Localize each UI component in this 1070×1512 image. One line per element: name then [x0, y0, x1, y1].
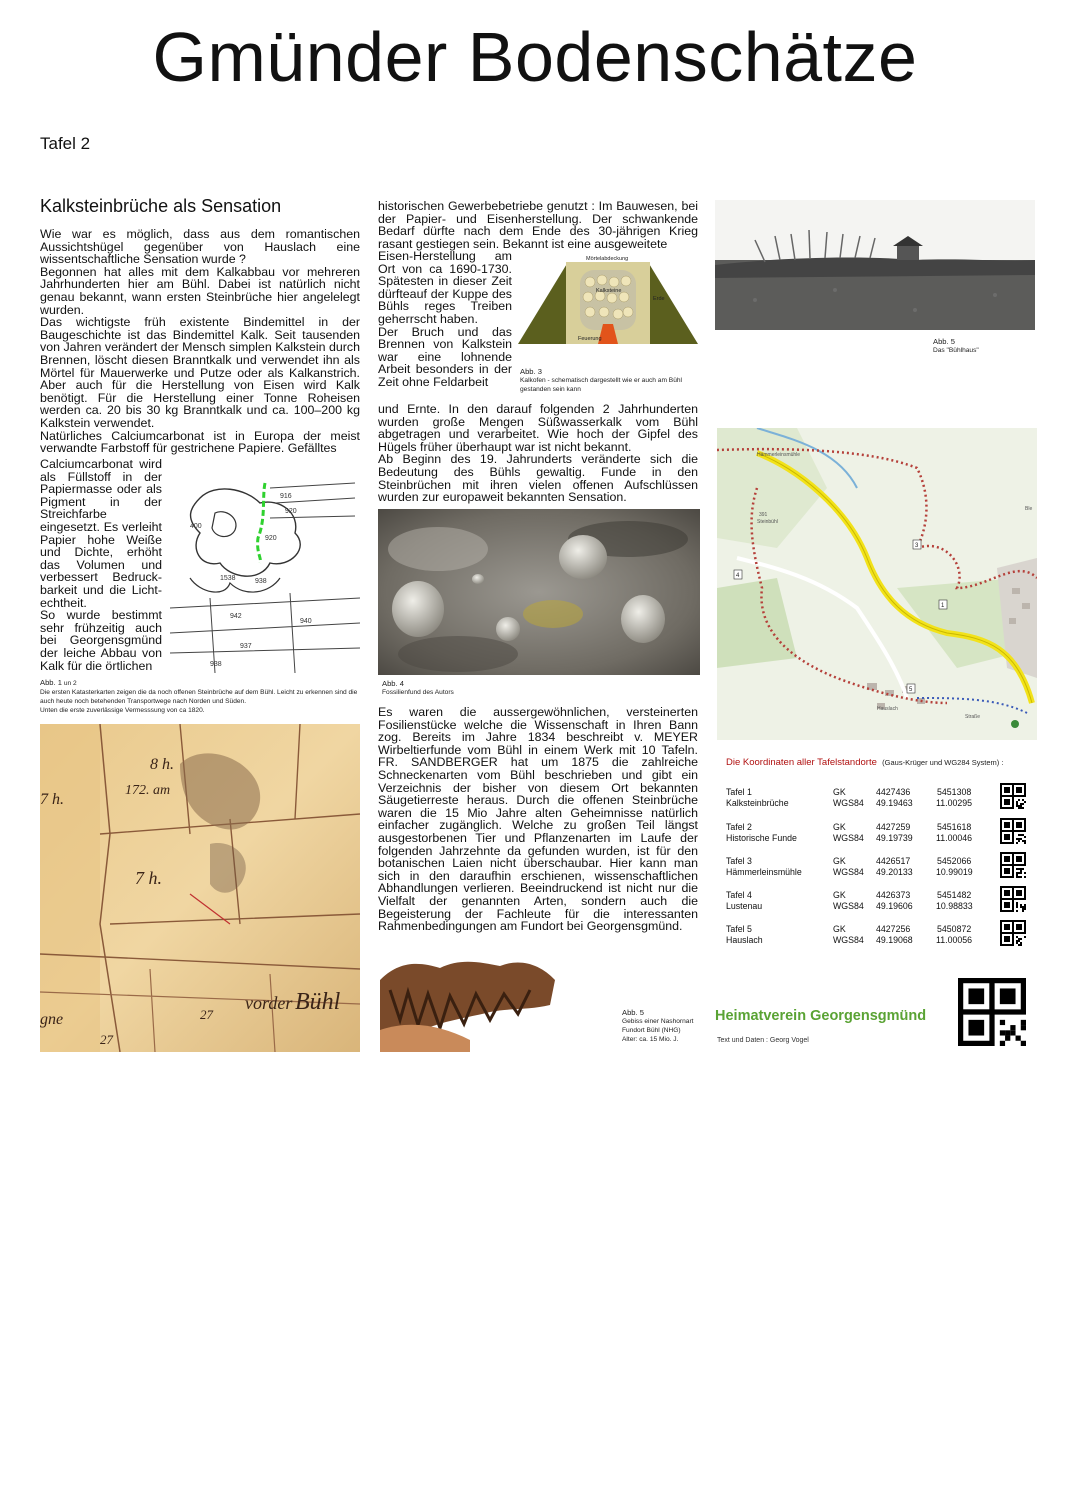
map-label: vorder — [245, 993, 293, 1013]
col1-paragraph: Wie war es möglich, dass aus dem romantischen Aussichtshügel gegenüber von Hauslach eine wissentschaftliche Sensation wurde ? — [40, 227, 360, 267]
coordinate-cell-gk-h: 5451482 — [937, 890, 972, 900]
map-label: 7 h. — [40, 791, 64, 808]
coordinate-cell-tafel: Tafel 1 — [726, 787, 752, 797]
col2-text-top — [378, 200, 698, 250]
coordinate-cell-wgs: WGS84 — [833, 798, 864, 808]
coordinates-header: Die Koordinaten aller Tafelstandorte (Gaus-Krüger und WG284 System) : — [726, 757, 1004, 768]
map-place-label: Hämmerleinsmühle — [757, 452, 801, 458]
coordinates-row — [726, 822, 1036, 854]
abb1-caption-line2: Unten die erste zuverlässige Vermesssung von ca 1820. — [40, 707, 205, 714]
col1-paragraph: Begonnen hat alles mit dem Kalkabbau vor mehreren Jahrhunderten hier am Bühl. Dabei ist natürlich nicht genau bekannt, wann ersten Steinbrüche hier angelelegt wurden. — [40, 264, 360, 317]
coordinate-cell-lat: 49.20133 — [876, 867, 913, 877]
svg-text:938: 938 — [210, 661, 222, 668]
map-marker: 5 — [909, 687, 913, 693]
col1-paragraph: Natürliches Calciumcarbonat ist in Europa der meist verwandte Farbstoff für gestrichene Papiere. Gefälltes — [40, 428, 360, 456]
abb1-label-suffix: un 2 — [63, 680, 77, 687]
org-name: Heimatverein Georgensgmünd — [715, 1008, 927, 1024]
qr-code-icon — [1000, 886, 1026, 912]
col1-paragraph: So wurde bestimmt sehr frühzeitig auch bei Georgensgmünd der leiche Abbau von Kalk für die örtlichen — [40, 608, 162, 673]
svg-text:937: 937 — [240, 643, 252, 650]
abb5-teeth-caption — [622, 1008, 712, 1044]
col2-paragraph: Es waren die aussergewöhnlichen, versteinerten Fosilienstücke welche die Wissenschaft in Ihren Bann zog. Bereits im Jahre 1834 beschreibt v. MEYER Wirbeltierfunde vom Bühl in einem Werk mit 10 Tafeln. FR. SANDBERGER hat um 1875 die zahlreiche Schneckenarten vom Bühl beschrieben und gibt ein Verzeichnis der bisher von diesem Ort bekannten Säugetierreste heraus. Durch die offenen Steinbrüche waren die 15 Mio Jahre alten Geheimnisse natürlich einfacher zugänglich. Welche zu großen Teil längst ausgestorbenen Tier und Pflanzenarten im Laufe der folgenden Jahrzehnte da gefunden wurden, ist für den botanischen Laien nicht überschaubar. Hier kann man sich in den daraufhin erschienen, wissenschaftlichen Abhandlungen verlieren. Beeindruckend ist nicht nur die Vielfalt der genannten Arten, sondern auch die Begeisterung der Fachleute für die interessanten Rahmenbedingungen am Fundort bei Georgensgmünd. — [378, 705, 698, 934]
abb1-label: Abb. 1 — [40, 678, 62, 687]
coordinate-cell-place: Lustenau — [726, 901, 763, 911]
abb4-caption — [382, 679, 542, 697]
coordinate-cell-tafel: Tafel 3 — [726, 856, 752, 866]
kiln-label: Feuerung — [578, 336, 602, 342]
coordinate-cell-wgs: WGS84 — [833, 901, 864, 911]
map-marker: 1 — [941, 603, 945, 609]
sketch-map-drawing — [170, 458, 360, 673]
coordinate-cell-gk-h: 5451308 — [937, 787, 972, 797]
abb5-teeth-line: Gebiss einer Nashornart — [622, 1018, 694, 1025]
map-label: 7 h. — [135, 868, 162, 888]
col2-paragraph: Ab Beginn des 19. Jahrunderts veränderte sich die Bedeutung des Bühls gewaltig. Funde in den Steinbrüchen mit ihren vielen offenen Aufschlüssen wurden zur europaweit bekannten Sensation. — [378, 452, 698, 505]
svg-text:938: 938 — [255, 578, 267, 585]
col2-paragraph: und Ernte. In den darauf folgenden 2 Jahrhunderten wurden große Mengen Süßwasserkalk vom Bühl abgetragen und verarbeitet. Wie hoch der Gipfel des Hügels früher überhaupt war ist nicht bekannt. — [378, 402, 698, 454]
buehlhaus-drawing — [715, 200, 1035, 330]
page-title: Gmünder Bodenschätze — [152, 18, 918, 96]
coordinate-cell-tafel: Tafel 2 — [726, 822, 752, 832]
coordinate-cell-lat: 49.19068 — [876, 935, 913, 945]
coordinate-cell-lon: 11.00046 — [936, 833, 973, 843]
abb5-photo-label: Abb. 5 — [933, 337, 955, 346]
cadastral-sketch-map — [170, 458, 360, 673]
svg-text:916: 916 — [280, 493, 292, 500]
qr-code-icon — [1000, 783, 1026, 809]
abb5-photo-caption-text: Das "Bühlhaus" — [933, 347, 979, 354]
map-label: 8 h. — [150, 756, 174, 773]
col2-text-bottom — [378, 706, 698, 933]
kiln-label: Kalksteine — [596, 288, 622, 294]
historic-map-drawing — [40, 724, 360, 1052]
col2-paragraph: Der Bruch und das Brennen von Kalkstein war eine lohnende Arbeit besonders in der Zeit ohne Feldarbeit — [378, 324, 512, 389]
coordinate-cell-lon: 11.00056 — [936, 935, 973, 945]
coordinate-cell-gk: GK — [833, 924, 846, 934]
map-label: Bühl — [295, 989, 341, 1015]
svg-text:1538: 1538 — [220, 575, 236, 582]
map-marker: 3 — [915, 543, 919, 549]
svg-text:400: 400 — [190, 523, 202, 530]
coordinate-cell-place: Hauslach — [726, 935, 763, 945]
coordinate-cell-place: Kalksteinbrüche — [726, 798, 789, 808]
coordinate-cell-lon: 10.99019 — [936, 867, 973, 877]
map-label: 172. am — [125, 783, 171, 798]
svg-text:940: 940 — [300, 618, 312, 625]
coordinate-cell-tafel: Tafel 5 — [726, 924, 752, 934]
kiln-label: Mörtelabdeckung — [586, 256, 629, 262]
teeth-drawing — [380, 950, 572, 1052]
coordinates-row — [726, 787, 1036, 819]
map-place-label: Ble — [1025, 506, 1033, 512]
svg-text:920: 920 — [285, 508, 297, 515]
coordinate-cell-place: Hämmerleinsmühle — [726, 867, 802, 877]
coordinate-cell-lon: 11.00295 — [936, 798, 973, 808]
coordinates-row — [726, 924, 1036, 956]
map-label: 27 — [100, 1032, 113, 1047]
col1-paragraph: Calciumcarbonat wird als Füllstoff in der Papiermasse oder als Pigment in der Streichfarbe eingesetzt. Es verleiht Papier hohe Weiße und Dichte, erhöht das Volumen und verbessert Bedruck-barkeit und die Licht-echtheit. — [40, 457, 162, 610]
coordinates-row — [726, 856, 1036, 888]
abb3-caption-text: Kalkofen - schematisch dargestellt wie er auch am Bühl gestanden sein kann — [520, 377, 682, 393]
col2-paragraph: Eisen-Herstellung am Ort von ca 1690-1730. Spätesten in dieser Zeit dürfteauf der Kuppe des Bühls reges Treiben geherrscht haben. — [378, 249, 512, 326]
coordinate-cell-tafel: Tafel 4 — [726, 890, 752, 900]
abb5-photo-caption — [933, 337, 1033, 355]
buehlhaus-photo — [715, 200, 1035, 330]
coordinates-table — [718, 747, 1044, 963]
author-credit: Text und Daten : Georg Vogel — [717, 1037, 809, 1044]
qr-code-icon — [1000, 852, 1026, 878]
abb5-teeth-line: Alter: ca. 15 Mio. J. — [622, 1036, 679, 1043]
coordinate-cell-gk-r: 4426517 — [876, 856, 911, 866]
coordinate-cell-gk: GK — [833, 856, 846, 866]
abb5-teeth-label: Abb. 5 — [622, 1008, 644, 1017]
coordinate-cell-lat: 49.19739 — [876, 833, 913, 843]
coordinates-row — [726, 890, 1036, 922]
main-qr-code — [958, 978, 1026, 1046]
parking-icon — [1011, 720, 1019, 728]
col2-paragraph: historischen Gewerbebetriebe genutzt : Im Bauwesen, bei der Papier- und Eisenherstellung. Der schwankende Bedarf dürfte nach dem Ende des 30-jährigen Krieg rasant gestiegen sein. Bekannt ist eine ausgeweitete — [378, 199, 698, 251]
abb1-caption — [40, 678, 360, 715]
col1-paragraph: Das wichtigste früh existente Bindemittel in der Baugeschichte ist das Bindemittel Kalk. Seit tausenden von Jahren verändert der Mensch simplen Kalkstein durch Brennen, löscht diesen Branntkalk und verwendet ihn als Mörtel für Mauerwerke und Putze oder als Kalkanstrich. Aber auch für die Herstellung von Eisen wird Kalk benötigt. Für die Herstellung einer Tonne Roheisen werden ca. 20 bis 30 kg Branntkalk und ca. 100–200 kg Kalkstein verwendet. — [40, 315, 360, 430]
fossil-photo — [378, 509, 700, 675]
map-place-label: Hauslach — [877, 706, 898, 712]
abb4-caption-text: Fossilienfund des Autors — [382, 689, 454, 696]
abb5-teeth-line: Fundort Bühl (NHG) — [622, 1027, 681, 1034]
coordinate-cell-gk-h: 5450872 — [937, 924, 972, 934]
col2-text-mid — [378, 403, 698, 504]
fossil-photo-drawing — [378, 509, 700, 675]
abb3-label: Abb. 3 — [520, 367, 542, 376]
svg-text:942: 942 — [230, 613, 242, 620]
coordinate-cell-lat: 49.19463 — [876, 798, 913, 808]
map-marker: 4 — [736, 573, 740, 579]
qr-code-icon — [1000, 818, 1026, 844]
map-place-label: 391 — [759, 512, 768, 518]
historic-cadastral-map — [40, 724, 360, 1052]
map-place-label: Steinbühl — [757, 519, 778, 525]
coordinates-header-note: (Gaus-Krüger und WG284 System) : — [882, 758, 1004, 767]
section-heading: Kalksteinbrüche als Sensation — [40, 196, 282, 216]
rhino-teeth-photo — [380, 950, 572, 1052]
lime-kiln-diagram — [518, 252, 698, 344]
map-label: gne — [40, 1011, 64, 1028]
coordinate-cell-gk: GK — [833, 890, 846, 900]
coordinate-cell-wgs: WGS84 — [833, 935, 864, 945]
kiln-label: Erde — [653, 296, 665, 302]
coordinate-cell-gk-h: 5452066 — [937, 856, 972, 866]
map-place-label: Straße — [965, 714, 981, 720]
abb3-caption — [520, 367, 700, 394]
coordinate-cell-lon: 10.98833 — [936, 901, 973, 911]
coordinate-cell-place: Historische Funde — [726, 833, 797, 843]
tafel-number: Tafel 2 — [40, 134, 91, 153]
col1-text-narrow — [40, 458, 162, 672]
coordinate-cell-wgs: WGS84 — [833, 833, 864, 843]
coordinate-cell-gk-r: 4427259 — [876, 822, 911, 832]
map-label: 27 — [200, 1007, 213, 1022]
coordinate-cell-gk: GK — [833, 787, 846, 797]
location-map-drawing — [717, 428, 1037, 740]
coordinate-cell-gk-r: 4426373 — [876, 890, 911, 900]
coordinate-cell-gk-r: 4427436 — [876, 787, 911, 797]
coordinate-cell-gk: GK — [833, 822, 846, 832]
coordinate-cell-wgs: WGS84 — [833, 867, 864, 877]
abb1-caption-line1: Die ersten Katasterkarten zeigen die da noch offenen Steinbrüche auf dem Bühl. Leicht zu erkennen sind die auch heute noch betehenden Transportwege nach Norden und Süden. — [40, 689, 358, 705]
abb4-label: Abb. 4 — [382, 679, 404, 688]
location-map — [717, 428, 1037, 740]
coordinate-cell-gk-r: 4427256 — [876, 924, 911, 934]
svg-text:920: 920 — [265, 535, 277, 542]
col2-text-narrow — [378, 250, 512, 389]
lime-kiln-drawing — [518, 252, 698, 344]
coordinate-cell-gk-h: 5451618 — [937, 822, 972, 832]
col1-text-top — [40, 228, 360, 455]
coordinate-cell-lat: 49.19606 — [876, 901, 913, 911]
qr-code-icon — [1000, 920, 1026, 946]
